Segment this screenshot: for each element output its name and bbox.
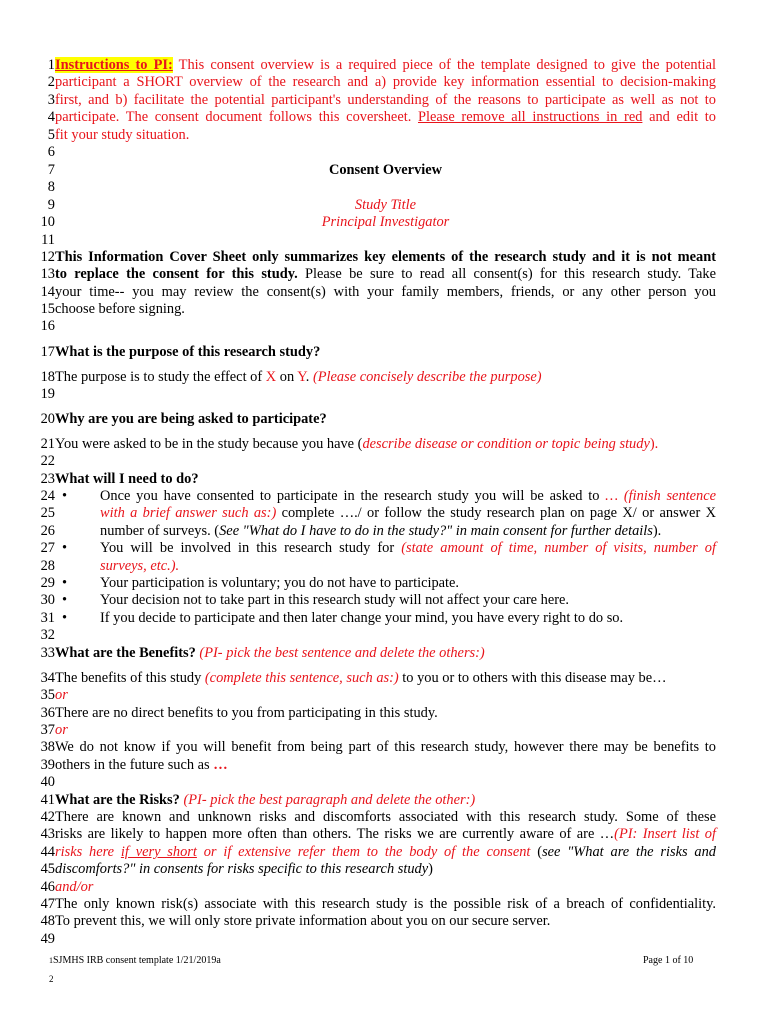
line-text — [100, 558, 716, 575]
text-segment: You were asked to be in the study because you have ( — [55, 436, 363, 452]
bullet-icon: • — [62, 488, 68, 504]
text-segment: Consent Overview — [328, 162, 443, 178]
line-text — [55, 214, 716, 231]
text-segment: ). — [649, 436, 659, 452]
line-number-text: 40 — [40, 774, 55, 790]
text-segment: your time-- you may review the consent(s) with your family members, friends, or any other person you — [55, 284, 716, 300]
text-segment: Please remove all instructions in red — [417, 109, 643, 125]
text-segment: (state amount of time, number of visits, number of — [401, 540, 716, 556]
line-number-text: 41 — [40, 792, 55, 808]
text-segment: describe disease or condition or topic being study — [362, 436, 650, 452]
text-segment: If you decide to participate and then later change your mind, you have every right to do so. — [100, 610, 624, 626]
line-number-text: 30 — [40, 592, 55, 608]
text-segment: complete …./ or follow the study research plan on page X/ or answer X — [276, 505, 716, 521]
line-number-text: 6 — [47, 144, 55, 160]
text-segment: The purpose is to study the effect of — [55, 369, 266, 385]
line-number-text: 20 — [40, 411, 55, 427]
line-number-text: 32 — [40, 627, 55, 643]
text-segment: surveys, etc.). — [100, 558, 180, 574]
line-number-text: 5 — [47, 127, 55, 143]
text-segment: ( — [530, 844, 543, 860]
line-text — [55, 74, 716, 91]
line-number-text: 21 — [40, 436, 55, 452]
text-segment: or if extensive refer them to the body of the consent — [196, 844, 531, 860]
line-number — [40, 627, 716, 644]
line-text — [55, 109, 716, 126]
line-text — [55, 687, 716, 704]
line-number-text: 8 — [47, 179, 55, 195]
line-number — [40, 774, 716, 791]
line-number-text: 45 — [40, 861, 55, 877]
line-number-text: 46 — [40, 879, 55, 895]
text-segment: ). — [652, 523, 662, 539]
line-number-text: 27 — [40, 540, 55, 556]
line-text — [55, 127, 716, 144]
text-segment: risks here — [55, 844, 121, 860]
text-segment: What will I need to do? — [55, 471, 199, 487]
text-segment: See "What do I have to do in the study?" in main consent for further details — [219, 523, 653, 539]
text-segment: with a brief answer such as:) — [100, 505, 277, 521]
line-text — [55, 844, 716, 861]
text-segment: and edit to — [642, 109, 716, 125]
line-text — [55, 284, 716, 301]
line-number-text: 44 — [40, 844, 55, 860]
text-segment: To prevent this, we will only store private information about you on our secure server. — [55, 913, 551, 929]
line-number — [40, 144, 716, 161]
line-number-text: 23 — [40, 471, 55, 487]
text-segment: What are the Benefits? — [55, 645, 196, 661]
line-text — [55, 757, 716, 774]
text-segment: Once you have consented to participate in the research study you will be asked to — [100, 488, 606, 504]
text-segment: participant a SHORT overview of the research and a) provide key information essential to decision-making — [55, 74, 716, 90]
line-text — [55, 739, 716, 756]
line-text — [55, 369, 716, 386]
line-text — [55, 471, 716, 488]
line-number-text: 7 — [47, 162, 55, 178]
line-number-text: 26 — [40, 523, 55, 539]
line-text — [100, 610, 716, 627]
line-text — [55, 826, 716, 843]
line-text — [55, 436, 716, 453]
text-segment: What is the purpose of this research study? — [55, 344, 321, 360]
text-segment: participate. The consent document follows this coversheet. — [55, 109, 418, 125]
line-number-text: 24 — [40, 488, 55, 504]
line-text — [55, 670, 716, 687]
line-number-text: 25 — [40, 505, 55, 521]
text-segment: This Information Cover Sheet only summarizes key elements of the research study and it is not meant — [55, 249, 716, 265]
line-number-text: 38 — [40, 739, 55, 755]
text-segment: Y — [297, 369, 306, 385]
line-number — [40, 453, 716, 470]
line-number — [40, 931, 716, 948]
text-segment: (PI- pick the best sentence and delete the others:) — [195, 645, 485, 661]
text-segment: on — [276, 369, 298, 385]
line-number-text: 1 — [47, 57, 55, 73]
text-segment: The only known risk(s) associate with this research study is the possible risk of a breach of confidentiality. — [55, 896, 716, 912]
line-text — [55, 344, 716, 361]
line-number-text: 14 — [40, 284, 55, 300]
text-segment: fit your study situation. — [55, 127, 190, 143]
line-text — [55, 301, 716, 318]
text-segment: (complete this sentence, such as:) — [204, 670, 399, 686]
line-number-text: 42 — [40, 809, 55, 825]
line-text — [100, 523, 716, 540]
line-number — [40, 179, 716, 196]
line-number-text: 18 — [40, 369, 55, 385]
line-number-text: 39 — [40, 757, 55, 773]
text-segment: to replace the consent for this study. — [55, 266, 298, 282]
text-segment: . — [305, 369, 313, 385]
text-segment: ) — [428, 861, 433, 877]
text-segment: You will be involved in this research study for — [100, 540, 402, 556]
line-text — [55, 913, 716, 930]
text-segment: choose before signing. — [55, 301, 185, 317]
line-number-text: 43 — [40, 826, 55, 842]
text-segment: see "What are the risks and — [542, 844, 716, 860]
text-segment: or — [55, 687, 68, 703]
bullet-icon: • — [62, 540, 68, 556]
line-text — [55, 249, 716, 266]
line-number-text: 11 — [41, 232, 55, 248]
line-number-text: 37 — [40, 722, 55, 738]
line-text — [55, 896, 716, 913]
bullet-icon: • — [62, 592, 68, 608]
line-number-text: 17 — [40, 344, 55, 360]
text-segment: There are known and unknown risks and discomforts associated with this research study. Some of these — [55, 809, 716, 825]
text-segment: What are the Risks? — [55, 792, 180, 808]
line-text — [55, 705, 716, 722]
bullet-icon: • — [62, 575, 68, 591]
line-text — [55, 197, 716, 214]
line-number-text: 47 — [40, 896, 55, 912]
line-number-text: 29 — [40, 575, 55, 591]
text-segment: (Please concisely describe the purpose) — [312, 369, 542, 385]
line-number-text: 28 — [40, 558, 55, 574]
line-number-text: 12 — [40, 249, 55, 265]
line-number-text: 9 — [47, 197, 55, 213]
line-text — [55, 162, 716, 179]
text-segment: and/or — [55, 879, 94, 895]
footer-line-number: 1 — [49, 956, 53, 965]
line-text — [55, 861, 716, 878]
text-segment: if very short — [120, 844, 197, 860]
text-segment: Please be sure to read all consent(s) for this research study. Take — [297, 266, 716, 282]
line-number — [40, 386, 716, 403]
line-number — [40, 232, 716, 249]
text-segment: first, and b) facilitate the potential participant's understanding of the reasons to participate as well as not to — [55, 92, 716, 108]
text-segment: The benefits of this study — [55, 670, 205, 686]
footer-left — [49, 955, 221, 967]
text-segment: Instructions to PI: — [55, 57, 173, 73]
text-segment: to you or to others with this disease may be… — [398, 670, 667, 686]
text-segment: … (finish sentence — [605, 488, 716, 504]
footer-bottom-line-number: 2 — [49, 974, 54, 984]
line-number-text: 35 — [40, 687, 55, 703]
line-text — [100, 592, 716, 609]
line-number-text: 19 — [40, 386, 55, 402]
text-segment: … — [213, 757, 228, 773]
line-text — [55, 57, 716, 74]
line-number-text: 13 — [40, 266, 55, 282]
text-segment: risks are likely to happen more often than others. The risks we are currently aware of are … — [55, 826, 615, 842]
line-number-text: 22 — [40, 453, 55, 469]
line-text — [55, 411, 716, 428]
text-segment: or — [55, 722, 68, 738]
line-number-text: 2 — [47, 74, 55, 90]
text-segment: Principal Investigator — [321, 214, 450, 230]
line-number-text: 34 — [40, 670, 55, 686]
text-segment: (PI- pick the best paragraph and delete the other:) — [179, 792, 476, 808]
line-number-text: 36 — [40, 705, 55, 721]
text-segment: Your participation is voluntary; you do not have to participate. — [100, 575, 460, 591]
text-segment: others in the future such as — [55, 757, 214, 773]
line-number-text: 4 — [47, 109, 55, 125]
footer-template-label: SJMHS IRB consent template 1/21/2019a — [53, 955, 221, 966]
line-text — [55, 645, 716, 662]
line-number-text: 16 — [40, 318, 55, 334]
line-number-text: 10 — [40, 214, 55, 230]
text-segment: Study Title — [354, 197, 417, 213]
line-text — [100, 488, 716, 505]
line-number-text: 49 — [40, 931, 55, 947]
text-segment: Why are you are being asked to participate? — [55, 411, 327, 427]
line-text — [55, 266, 716, 283]
line-text — [55, 722, 716, 739]
line-number-text: 31 — [40, 610, 55, 626]
line-text — [100, 505, 716, 522]
line-text — [100, 540, 716, 557]
line-text — [55, 792, 716, 809]
line-number-text: 15 — [40, 301, 55, 317]
line-number-text: 3 — [47, 92, 55, 108]
text-segment: discomforts?" in consents for risks specific to this research study — [55, 861, 429, 877]
text-segment: We do not know if you will benefit from being part of this research study, however there may be benefits to — [55, 739, 716, 755]
footer-page-number: Page 1 of 10 — [643, 955, 694, 966]
line-number-text: 33 — [40, 645, 55, 661]
text-segment: There are no direct benefits to you from participating in this study. — [55, 705, 438, 721]
line-text — [100, 575, 716, 592]
line-text — [55, 92, 716, 109]
bullet-icon: • — [62, 610, 68, 626]
text-segment: This consent overview is a required piece of the template designed to give the potential — [172, 57, 716, 73]
line-text — [55, 879, 716, 896]
text-segment: Your decision not to take part in this research study will not affect your care here. — [100, 592, 570, 608]
line-number — [40, 318, 716, 335]
text-segment: X — [265, 369, 277, 385]
line-text — [55, 809, 716, 826]
text-segment: (PI: Insert list of — [614, 826, 716, 842]
text-segment: number of surveys. ( — [100, 523, 220, 539]
line-number-text: 48 — [40, 913, 55, 929]
